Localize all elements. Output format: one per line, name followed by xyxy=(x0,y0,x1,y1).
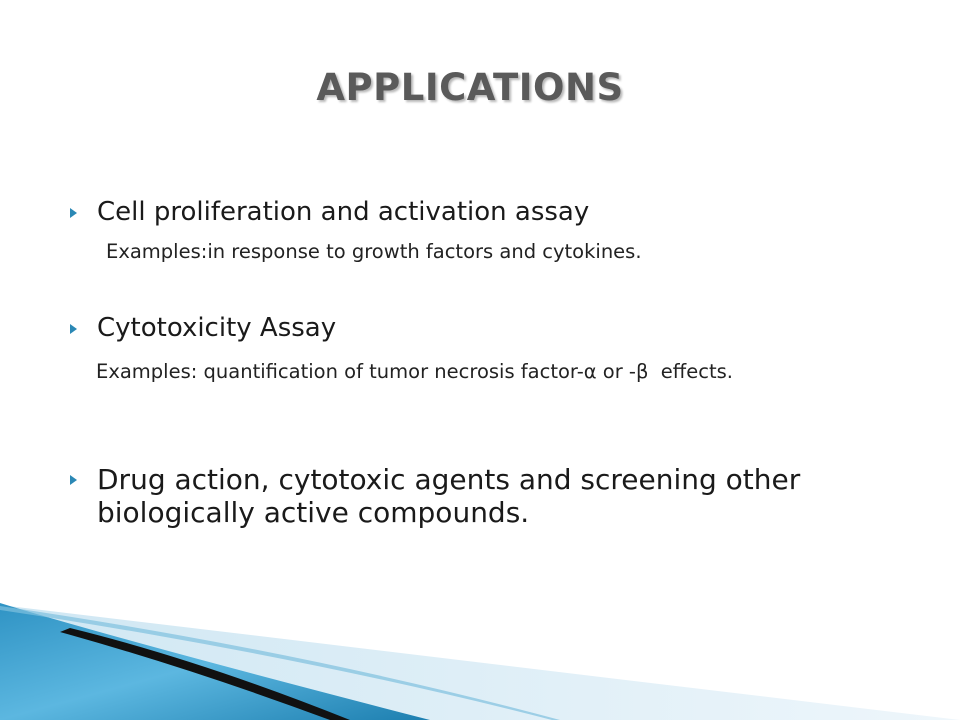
slide-title: APPLICATIONS xyxy=(316,66,624,109)
dark-stripe xyxy=(60,628,350,720)
bullet-text: Cell proliferation and activation assay xyxy=(97,197,590,227)
bullet-example-2: Examples: quantification of tumor necrosis factor-α or -β effects. xyxy=(96,360,733,383)
blue-wedge xyxy=(0,603,430,720)
arrow-right-icon xyxy=(70,475,77,485)
bullet-text: Cytotoxicity Assay xyxy=(97,313,337,343)
bullet-item-2 xyxy=(70,312,890,344)
bullet-item-1 xyxy=(70,196,890,228)
arrow-right-icon xyxy=(70,208,77,218)
bullet-text: Drug action, cytotoxic agents and screening other biologically active compounds. xyxy=(97,463,801,529)
bullet-example-1: Examples:in response to growth factors and cytokines. xyxy=(106,240,642,263)
arrow-right-icon xyxy=(70,324,77,334)
pale-swoosh xyxy=(0,605,960,720)
bullet-item-3 xyxy=(70,463,890,529)
thin-line xyxy=(0,606,560,720)
